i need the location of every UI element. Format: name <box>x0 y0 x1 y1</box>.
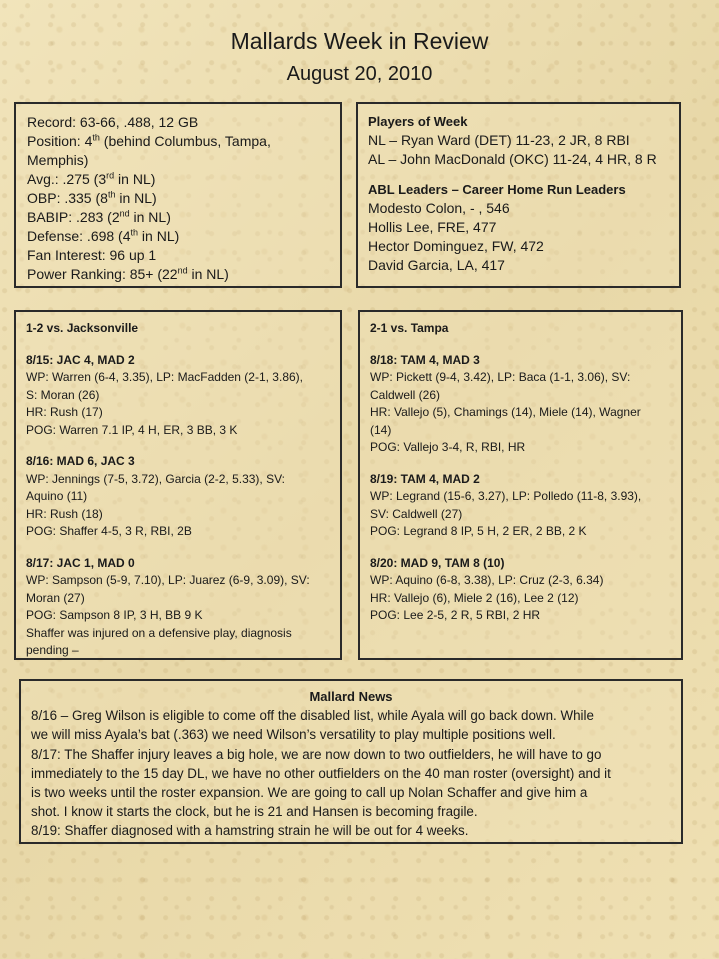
mallard-news-box <box>19 679 683 844</box>
game-line: Aquino (11) <box>26 489 88 503</box>
leaders-heading: ABL Leaders – Career Home Run Leaders <box>368 182 626 197</box>
game-line: S: Moran (26) <box>26 387 100 402</box>
leader-item: Hector Dominguez, FW, 472 <box>368 238 544 254</box>
game-title: 8/20: MAD 9, TAM 8 (10) <box>370 555 505 570</box>
team-stats-box <box>14 102 342 288</box>
player-nl: NL – Ryan Ward (DET) 11-23, 2 JR, 8 RBI <box>368 132 630 148</box>
tampa-series-box <box>358 310 683 660</box>
game-line: HR: Vallejo (6), Miele 2 (16), Lee 2 (12) <box>370 590 579 605</box>
game-line: POG: Legrand 8 IP, 5 H, 2 ER, 2 BB, 2 K <box>370 524 587 538</box>
game-line: (14) <box>370 422 392 437</box>
players-heading: Players of Week <box>368 114 468 129</box>
news-line: is two weeks until the roster expansion. We are going to call up Nolan Schaffer and give him a <box>31 785 588 801</box>
game-line: Caldwell (26) <box>370 387 441 402</box>
game-title: 8/17: JAC 1, MAD 0 <box>26 555 135 570</box>
defense-line: Defense: .698 (4th in NL) <box>27 227 180 244</box>
game-title: 8/18: TAM 4, MAD 3 <box>370 352 480 367</box>
position-line-cont: Memphis) <box>27 152 89 168</box>
game-line: POG: Warren 7.1 IP, 4 H, ER, 3 BB, 3 K <box>26 422 238 437</box>
game-line: WP: Jennings (7-5, 3.72), Garcia (2-2, 5.33), SV: <box>26 471 285 486</box>
game-line: POG: Sampson 8 IP, 3 H, BB 9 K <box>26 608 203 622</box>
game-line: Moran (27) <box>26 590 85 605</box>
game-line: WP: Pickett (9-4, 3.42), LP: Baca (1-1, 3.06), SV: <box>370 370 631 384</box>
game-title: 8/16: MAD 6, JAC 3 <box>26 454 135 468</box>
power-ranking-line: Power Ranking: 85+ (22nd in NL) <box>27 265 229 282</box>
game-line: POG: Lee 2-5, 2 R, 5 RBI, 2 HR <box>370 608 541 622</box>
game-line: pending – <box>26 643 79 657</box>
news-line: 8/16 – Greg Wilson is eligible to come off the disabled list, while Ayala will go back down. While <box>31 708 594 724</box>
leader-item: Hollis Lee, FRE, 477 <box>368 219 497 235</box>
avg-line: Avg.: .275 (3rd in NL) <box>27 170 156 187</box>
game-line: HR: Vallejo (5), Chamings (14), Miele (14), Wagner <box>370 405 641 419</box>
news-heading: Mallard News <box>309 689 393 704</box>
game-line: POG: Shaffer 4-5, 3 R, RBI, 2B <box>26 524 192 538</box>
record-line: Record: 63-66, .488, 12 GB <box>27 114 199 130</box>
news-line: shot. I know it starts the clock, but he is 21 and Hansen is becoming fragile. <box>31 804 478 820</box>
game-line: Shaffer was injured on a defensive play, diagnosis <box>26 625 292 640</box>
news-line: immediately to the 15 day DL, we have no other outfielders on the 40 man roster (oversight) and it <box>31 765 611 781</box>
fan-interest-line: Fan Interest: 96 up 1 <box>27 247 157 263</box>
page-title: Mallards Week in Review <box>230 28 489 54</box>
page-date: August 20, 2010 <box>286 63 433 85</box>
babip-line: BABIP: .283 (2nd in NL) <box>27 208 171 225</box>
game-line: WP: Warren (6-4, 3.35), LP: MacFadden (2-1, 3.86), <box>26 370 303 384</box>
game-line: WP: Sampson (5-9, 7.10), LP: Juarez (6-9, 3.09), SV: <box>26 573 310 587</box>
game-line: WP: Aquino (6-8, 3.38), LP: Cruz (2-3, 6.34) <box>370 573 604 587</box>
game-line: WP: Legrand (15-6, 3.27), LP: Polledo (11-8, 3.93), <box>370 489 642 503</box>
game-line: HR: Rush (17) <box>26 405 103 419</box>
series-heading: 1-2 vs. Jacksonville <box>26 321 139 335</box>
game-line: SV: Caldwell (27) <box>370 506 463 521</box>
game-line: POG: Vallejo 3-4, R, RBI, HR <box>370 440 526 454</box>
obp-line: OBP: .335 (8th in NL) <box>27 189 157 206</box>
news-line: 8/17: The Shaffer injury leaves a big hole, we are now down to two outfielders, he will have to go <box>31 746 602 762</box>
jacksonville-series-box <box>14 310 342 660</box>
game-line: HR: Rush (18) <box>26 506 103 521</box>
news-line: we will miss Ayala’s bat (.363) we need Wilson’s versatility to play multiple positions well. <box>31 727 556 743</box>
game-title: 8/19: TAM 4, MAD 2 <box>370 471 480 486</box>
game-title: 8/15: JAC 4, MAD 2 <box>26 352 135 367</box>
position-line: Position: 4th (behind Columbus, Tampa, <box>27 132 271 149</box>
news-line: 8/19: Shaffer diagnosed with a hamstring strain he will be out for 4 weeks. <box>31 823 469 839</box>
series-heading: 2-1 vs. Tampa <box>370 321 449 335</box>
player-al: AL – John MacDonald (OKC) 11-24, 4 HR, 8 R <box>368 151 657 167</box>
leader-item: David Garcia, LA, 417 <box>368 257 505 273</box>
leader-item: Modesto Colon, - , 546 <box>368 200 510 216</box>
players-of-week-box <box>356 102 681 288</box>
